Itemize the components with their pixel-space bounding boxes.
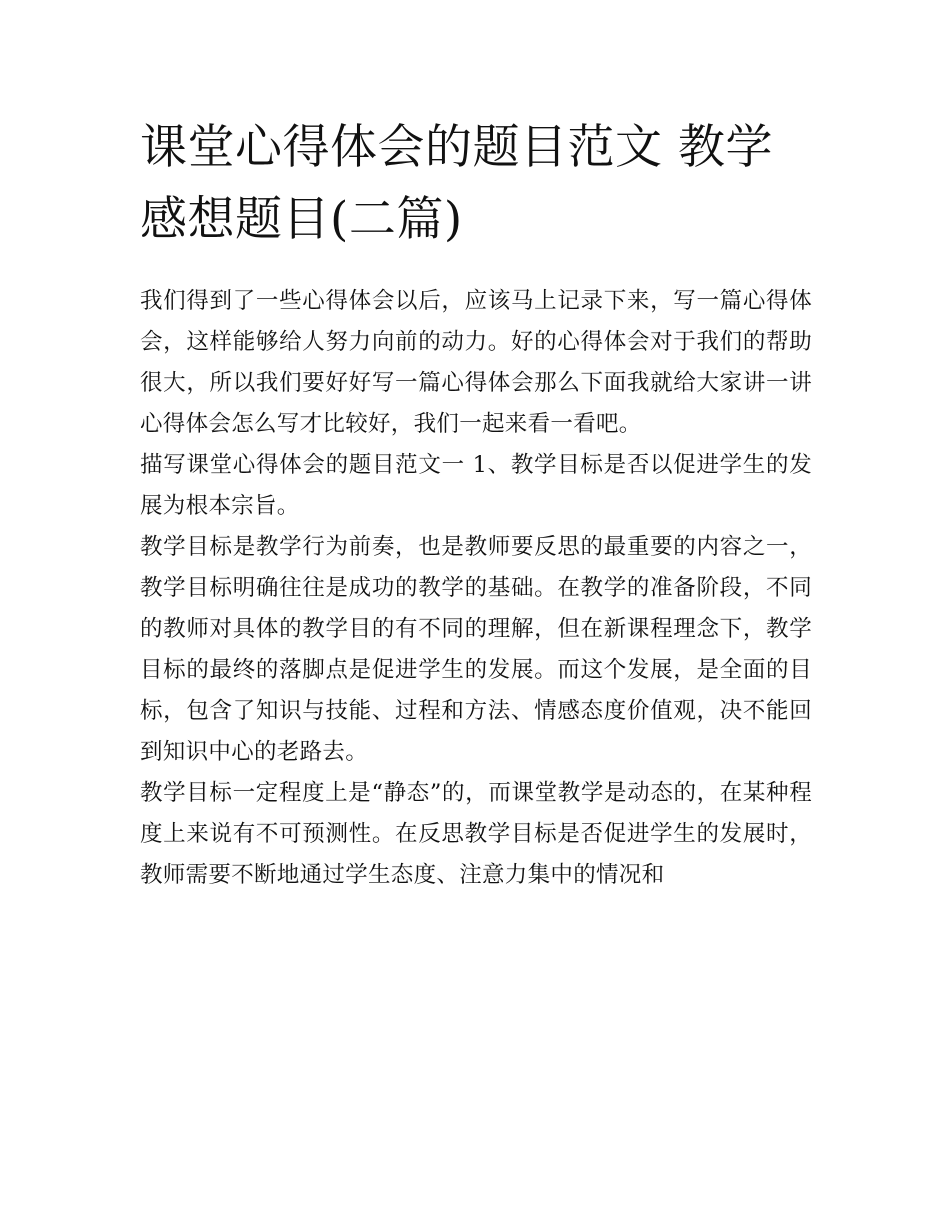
paragraph-intro: 我们得到了一些心得体会以后，应该马上记录下来，写一篇心得体会，这样能够给人努力向前的动力。好的心得体会对于我们的帮助很大，所以我们要好好写一篇心得体会那么下面我就给大家讲一讲心得体会怎么写才比较好，我们一起来看一看吧。	[140, 288, 812, 437]
document-page	[140, 112, 812, 896]
document-title: 课堂心得体会的题目范文 教学感想题目(二篇)	[140, 120, 773, 247]
document-body	[140, 281, 812, 896]
paragraph-section-heading: 描写课堂心得体会的题目范文一 1、教学目标是否以促进学生的发展为根本宗旨。	[140, 452, 812, 519]
paragraph-teaching-goals: 教学目标是教学行为前奏，也是教师要反思的最重要的内容之一，教学目标明确往往是成功的教学的基础。在教学的准备阶段，不同的教师对具体的教学目的有不同的理解，但在新课程理念下，教学目标的最终的落脚点是促进学生的发展。而这个发展，是全面的目标，包含了知识与技能、过程和方法、情感态度价值观，决不能回到知识中心的老路去。	[140, 534, 812, 765]
paragraph-dynamic-classroom: 教学目标一定程度上是“静态”的，而课堂教学是动态的，在某种程度上来说有不可预测性。在反思教学目标是否促进学生的发展时，教师需要不断地通过学生态度、注意力集中的情况和	[140, 780, 812, 888]
